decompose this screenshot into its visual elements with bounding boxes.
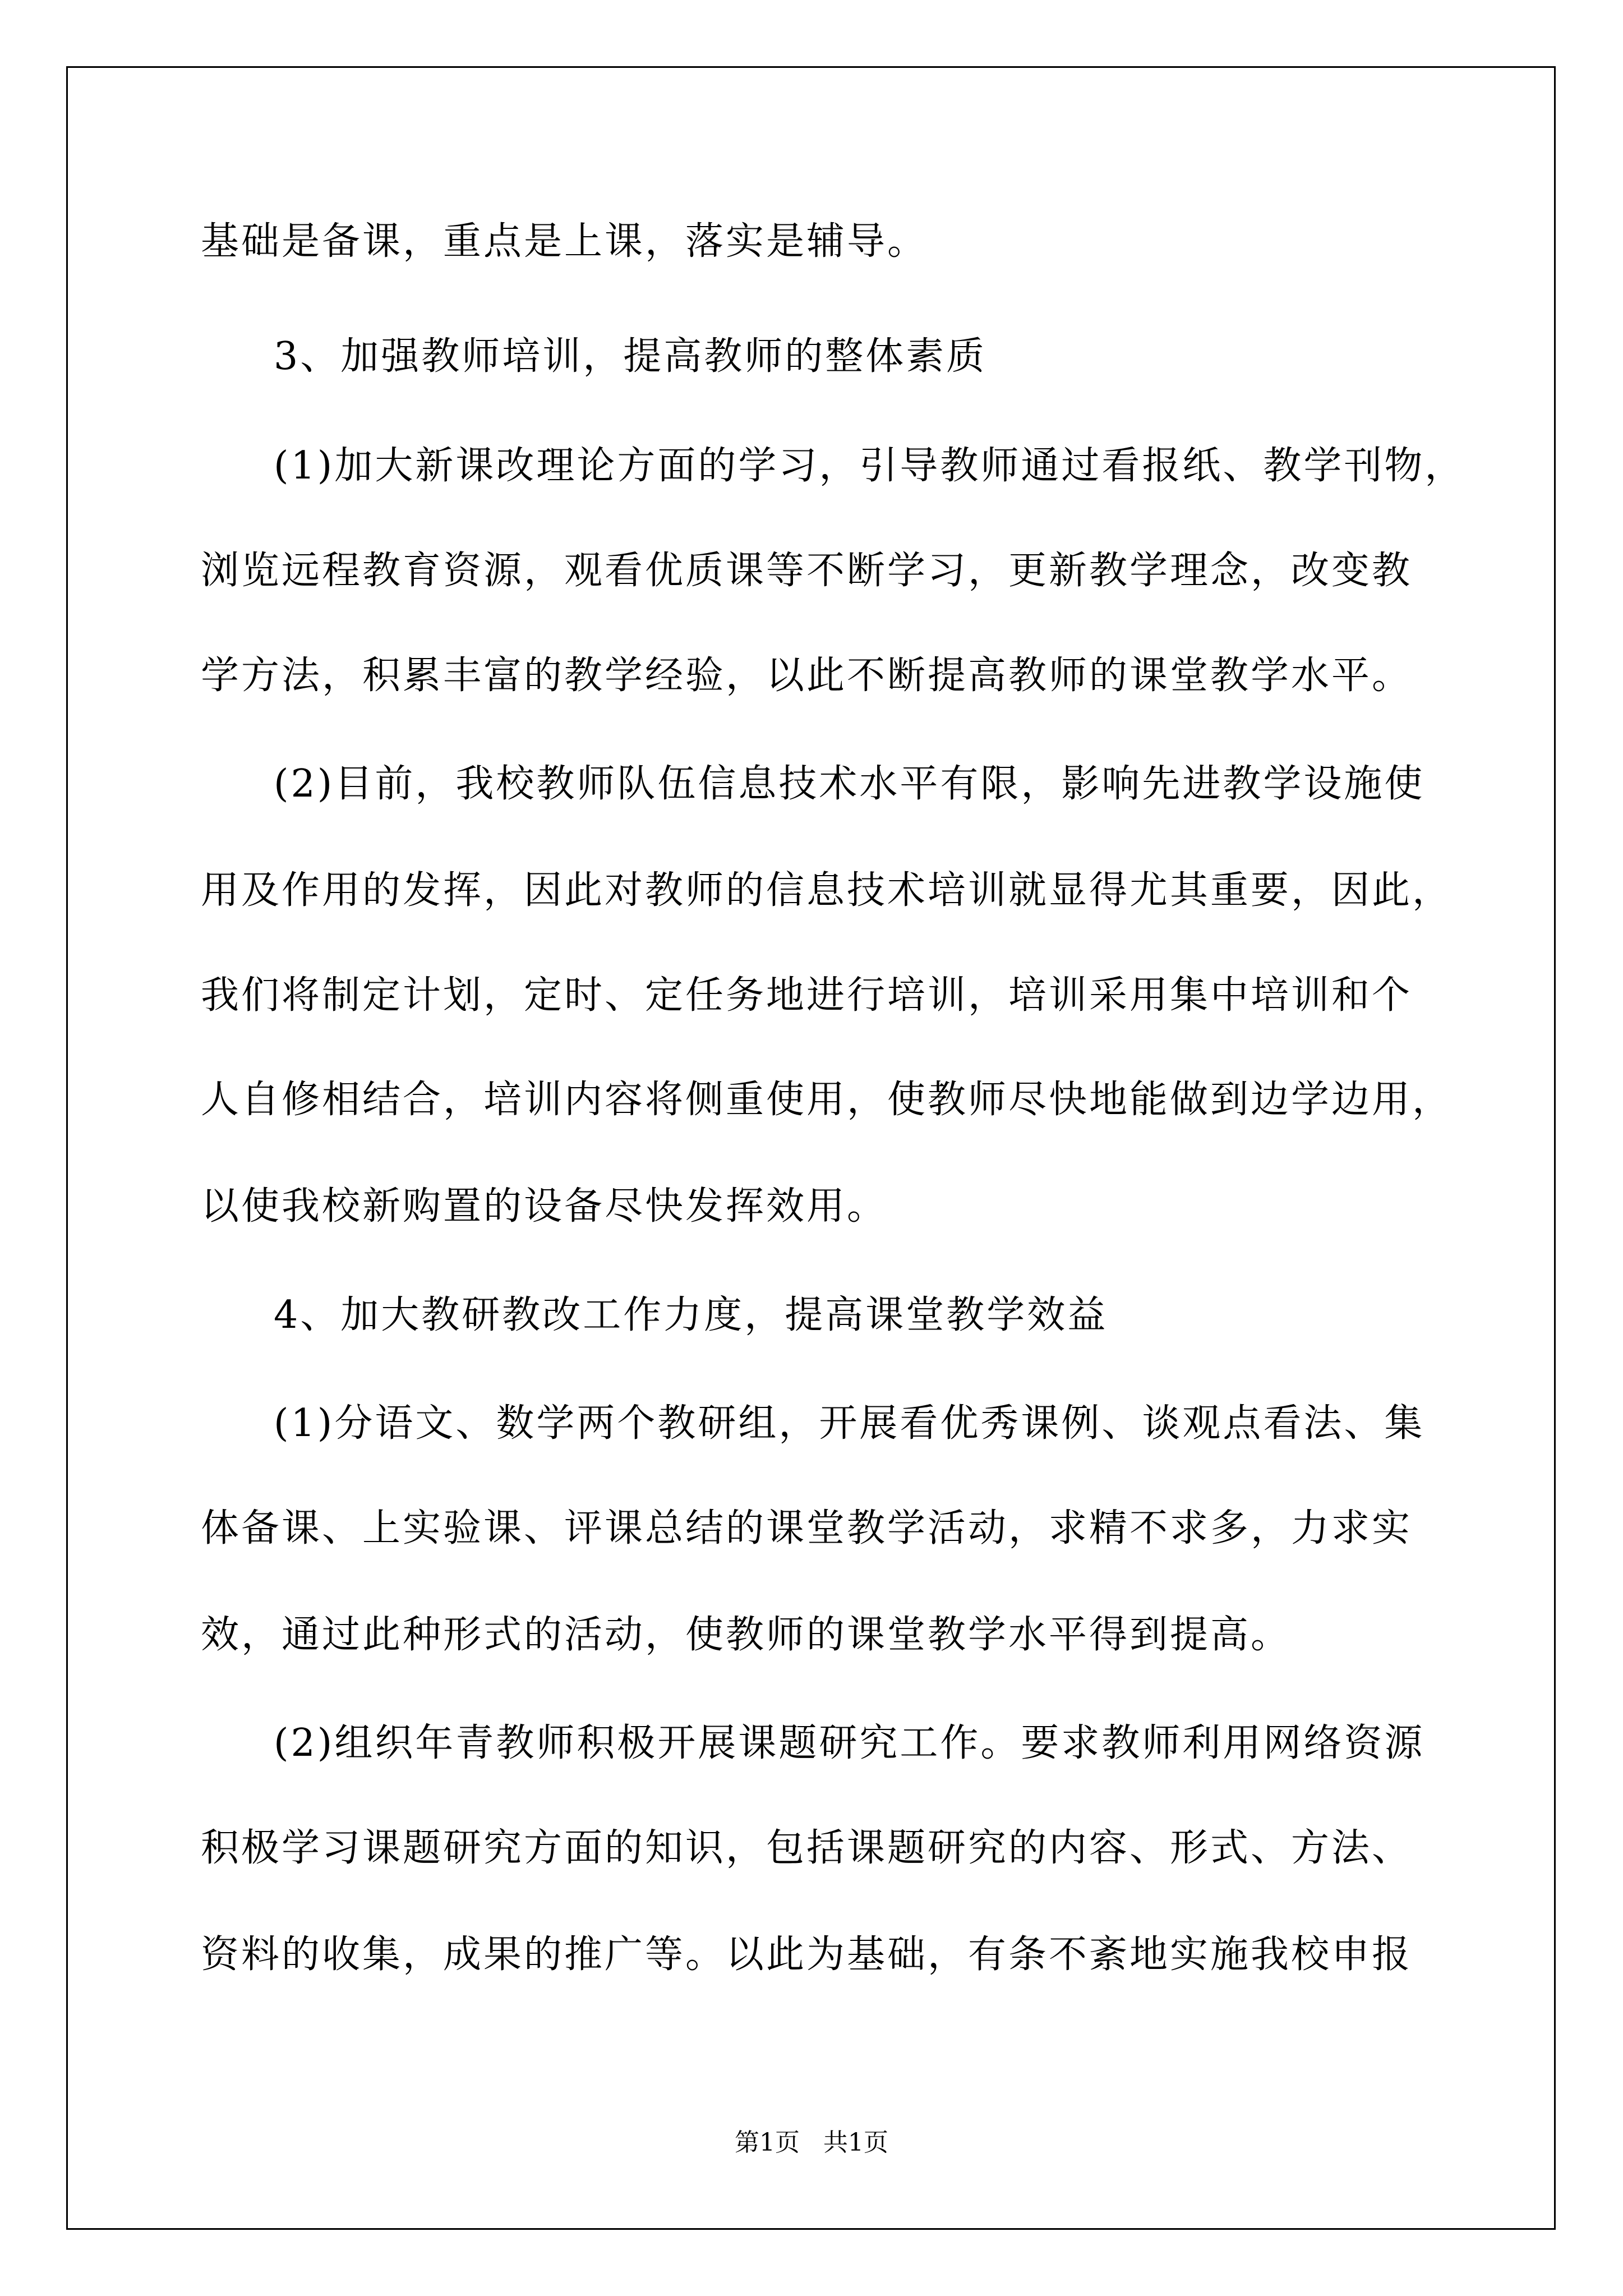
- body-line: (1)加大新课改理论方面的学习，引导教师通过看报纸、教学刊物，: [274, 444, 1465, 488]
- body-line: (2)组织年青教师积极开展课题研究工作。要求教师利用网络资源: [274, 1721, 1425, 1765]
- body-line: 积极学习课题研究方面的知识，包括课题研究的内容、形式、方法、: [201, 1826, 1413, 1870]
- section-heading: 3、加强教师培训，提高教师的整体素质: [274, 334, 987, 379]
- body-line: 学方法，积累丰富的教学经验，以此不断提高教师的课堂教学水平。: [201, 654, 1413, 698]
- body-line: 效，通过此种形式的活动，使教师的课堂教学水平得到提高。: [201, 1613, 1292, 1657]
- body-line: 以使我校新购置的设备尽快发挥效用。: [201, 1184, 888, 1228]
- body-line: 资料的收集，成果的推广等。以此为基础，有条不紊地实施我校申报: [201, 1932, 1413, 1977]
- body-line: 用及作用的发挥，因此对教师的信息技术培训就显得尤其重要，因此，: [201, 868, 1453, 913]
- page-border: [66, 66, 1556, 2230]
- body-line: 我们将制定计划，定时、定任务地进行培训，培训采用集中培训和个: [201, 973, 1413, 1018]
- section-heading: 4、加大教研教改工作力度，提高课堂教学效益: [274, 1293, 1108, 1337]
- body-line: 基础是备课，重点是上课，落实是辅导。: [201, 219, 928, 264]
- body-line: 浏览远程教育资源，观看优质课等不断学习，更新教学理念，改变教: [201, 549, 1413, 593]
- body-line: (2)目前，我校教师队伍信息技术水平有限，影响先进教学设施使: [274, 762, 1425, 806]
- body-line: 体备课、上实验课、评课总结的课堂教学活动，求精不求多，力求实: [201, 1506, 1413, 1550]
- body-line: 人自修相结合，培训内容将侧重使用，使教师尽快地能做到边学边用，: [201, 1078, 1453, 1122]
- page-footer: 第1页 共1页: [735, 2128, 888, 2157]
- body-line: (1)分语文、数学两个教研组，开展看优秀课例、谈观点看法、集: [274, 1401, 1425, 1446]
